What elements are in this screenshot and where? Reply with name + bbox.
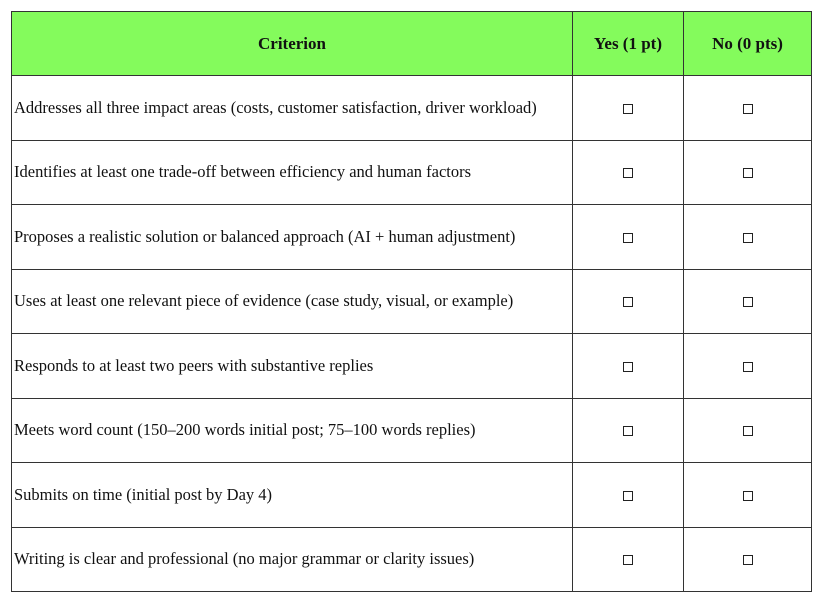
yes-checkbox[interactable]: [623, 555, 633, 565]
criterion-cell: Addresses all three impact areas (costs, customer satisfaction, driver workload): [12, 76, 573, 141]
no-checkbox[interactable]: [743, 555, 753, 565]
yes-cell: [573, 269, 684, 334]
criterion-cell: Identifies at least one trade-off between efficiency and human factors: [12, 140, 573, 205]
no-cell: [684, 334, 812, 399]
table-row: [12, 269, 812, 334]
no-checkbox[interactable]: [743, 168, 753, 178]
criterion-cell: Writing is clear and professional (no major grammar or clarity issues): [12, 527, 573, 592]
no-cell: [684, 140, 812, 205]
no-cell: [684, 76, 812, 141]
no-checkbox[interactable]: [743, 297, 753, 307]
no-checkbox[interactable]: [743, 426, 753, 436]
no-checkbox[interactable]: [743, 362, 753, 372]
yes-cell: [573, 463, 684, 528]
no-cell: [684, 527, 812, 592]
header-row: [12, 12, 812, 76]
no-cell: [684, 205, 812, 270]
yes-checkbox[interactable]: [623, 233, 633, 243]
yes-cell: [573, 334, 684, 399]
rubric-container: [11, 11, 812, 592]
table-row: [12, 398, 812, 463]
no-checkbox[interactable]: [743, 233, 753, 243]
table-row: [12, 334, 812, 399]
no-checkbox[interactable]: [743, 104, 753, 114]
yes-cell: [573, 398, 684, 463]
table-row: [12, 527, 812, 592]
no-header: No (0 pts): [684, 12, 812, 76]
criterion-cell: Uses at least one relevant piece of evidence (case study, visual, or example): [12, 269, 573, 334]
criterion-cell: Submits on time (initial post by Day 4): [12, 463, 573, 528]
rubric-table: [11, 11, 812, 592]
yes-cell: [573, 527, 684, 592]
no-cell: [684, 269, 812, 334]
yes-checkbox[interactable]: [623, 491, 633, 501]
table-row: [12, 463, 812, 528]
no-cell: [684, 463, 812, 528]
yes-checkbox[interactable]: [623, 297, 633, 307]
no-cell: [684, 398, 812, 463]
yes-cell: [573, 140, 684, 205]
yes-checkbox[interactable]: [623, 168, 633, 178]
criterion-cell: Meets word count (150–200 words initial post; 75–100 words replies): [12, 398, 573, 463]
yes-header: Yes (1 pt): [573, 12, 684, 76]
yes-checkbox[interactable]: [623, 426, 633, 436]
yes-cell: [573, 205, 684, 270]
yes-cell: [573, 76, 684, 141]
table-row: [12, 76, 812, 141]
no-checkbox[interactable]: [743, 491, 753, 501]
criterion-header: Criterion: [12, 12, 573, 76]
table-row: [12, 140, 812, 205]
yes-checkbox[interactable]: [623, 104, 633, 114]
table-row: [12, 205, 812, 270]
criterion-cell: Proposes a realistic solution or balanced approach (AI + human adjustment): [12, 205, 573, 270]
criterion-cell: Responds to at least two peers with substantive replies: [12, 334, 573, 399]
yes-checkbox[interactable]: [623, 362, 633, 372]
